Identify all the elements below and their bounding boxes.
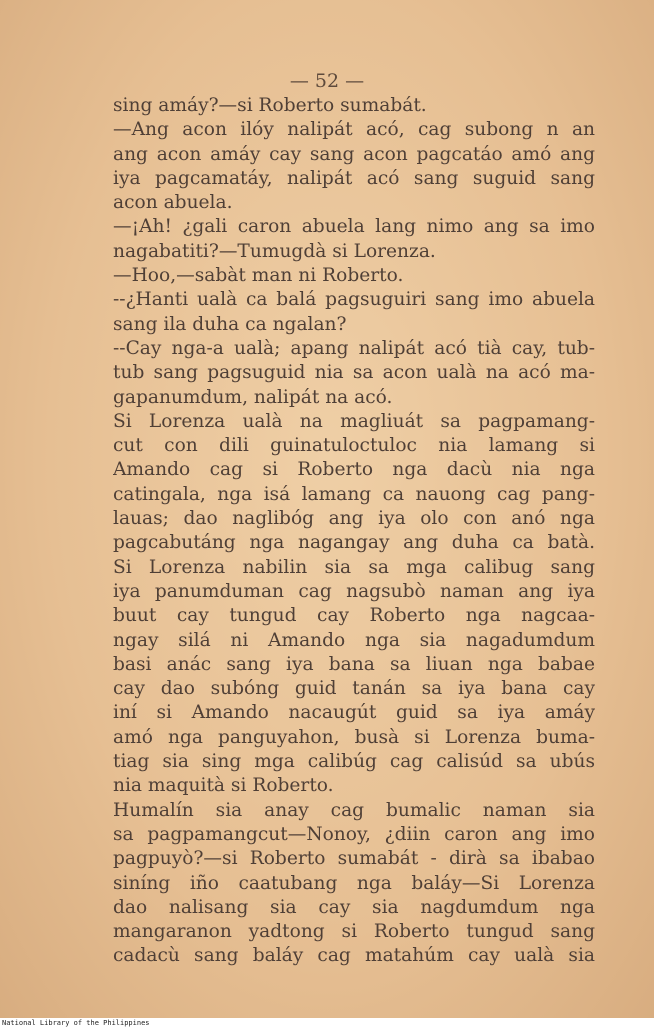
- text-line: sang ila duha ca ngalan?: [113, 313, 347, 335]
- text-line: pagcabutáng nga nagangay ang duha ca batà.: [113, 532, 595, 554]
- text-line: Amando cag si Roberto nga dacù nia nga: [113, 459, 595, 481]
- text-line: iya pagcamatáy, nalipát acó sang suguid sang: [113, 167, 595, 189]
- text-line: Humalín sia anay cag bumalic naman sia: [113, 799, 595, 821]
- text-line: tiag sia sing mga calibúg cag calisúd sa ubús: [113, 751, 595, 773]
- text-line: mangaranon yadtong si Roberto tungud sang: [113, 921, 595, 943]
- text-line: dao nalisang sia cay sia nagdumdum nga: [113, 896, 595, 918]
- text-line: nagabatiti?—Tumugdà si Lorenza.: [113, 240, 436, 262]
- text-line: sing amáy?—si Roberto sumabát.: [113, 95, 427, 116]
- text-line: ngay silá ni Amando nga sia nagadumdum: [113, 629, 595, 651]
- text-line: siníng iño caatubang nga baláy—Si Lorenza: [113, 872, 595, 894]
- text-line: pagpuyò?—si Roberto sumabát - dirà sa ibabao: [113, 848, 595, 870]
- text-line: iní si Amando nacaugút guid sa iya amáy: [113, 702, 595, 724]
- text-line: sa pagpamangcut—Nonoy, ¿diin caron ang imo: [113, 823, 595, 845]
- text-line: --Cay nga-a ualà; apang nalipát acó tià cay, tub-: [113, 337, 595, 359]
- text-line: Si Lorenza ualà na magliuát sa pagpamang-: [113, 410, 595, 432]
- text-line: nia maquità si Roberto.: [113, 775, 334, 797]
- text-line: acon abuela.: [113, 192, 233, 214]
- text-line: iya panumduman cag nagsubò naman ang iya: [113, 580, 595, 602]
- text-line: tub sang pagsuguid nia sa acon ualà na acó ma-: [113, 362, 595, 384]
- page-number: — 52 —: [289, 70, 365, 92]
- text-line: Si Lorenza nabilin sia sa mga calibug sang: [113, 556, 595, 578]
- text-line: amó nga panguyahon, busà si Lorenza buma-: [113, 726, 595, 748]
- text-line: cut con dili guinatuloctuloc nia lamang si: [113, 435, 595, 457]
- text-line: cadacù sang baláy cag matahúm cay ualà sia: [113, 945, 595, 967]
- text-line: —Hoo,—sabàt man ni Roberto.: [113, 265, 404, 287]
- text-line: --¿Hanti ualà ca balá pagsuguiri sang imo abuela: [113, 289, 595, 311]
- text-line: catingala, nga isá lamang ca nauong cag pang-: [113, 483, 595, 505]
- body-text: [113, 94, 595, 969]
- text-line: buut cay tungud cay Roberto nga nagcaa-: [113, 605, 595, 627]
- text-line: lauas; dao naglibóg ang iya olo con anó nga: [113, 508, 595, 530]
- text-line: gapanumdum, nalipát na acó.: [113, 386, 393, 408]
- text-line: —¡Ah! ¿gali caron abuela lang nimo ang sa imo: [113, 216, 595, 238]
- library-credit: National Library of the Philippines: [0, 1018, 654, 1028]
- text-line: cay dao subóng guid tanán sa iya bana cay: [113, 678, 595, 700]
- text-line: ang acon amáy cay sang acon pagcatáo amó ang: [113, 143, 595, 165]
- text-line: basi anác sang iya bana sa liuan nga babae: [113, 653, 595, 675]
- text-line: —Ang acon ilóy nalipát acó, cag subong n an: [113, 119, 595, 141]
